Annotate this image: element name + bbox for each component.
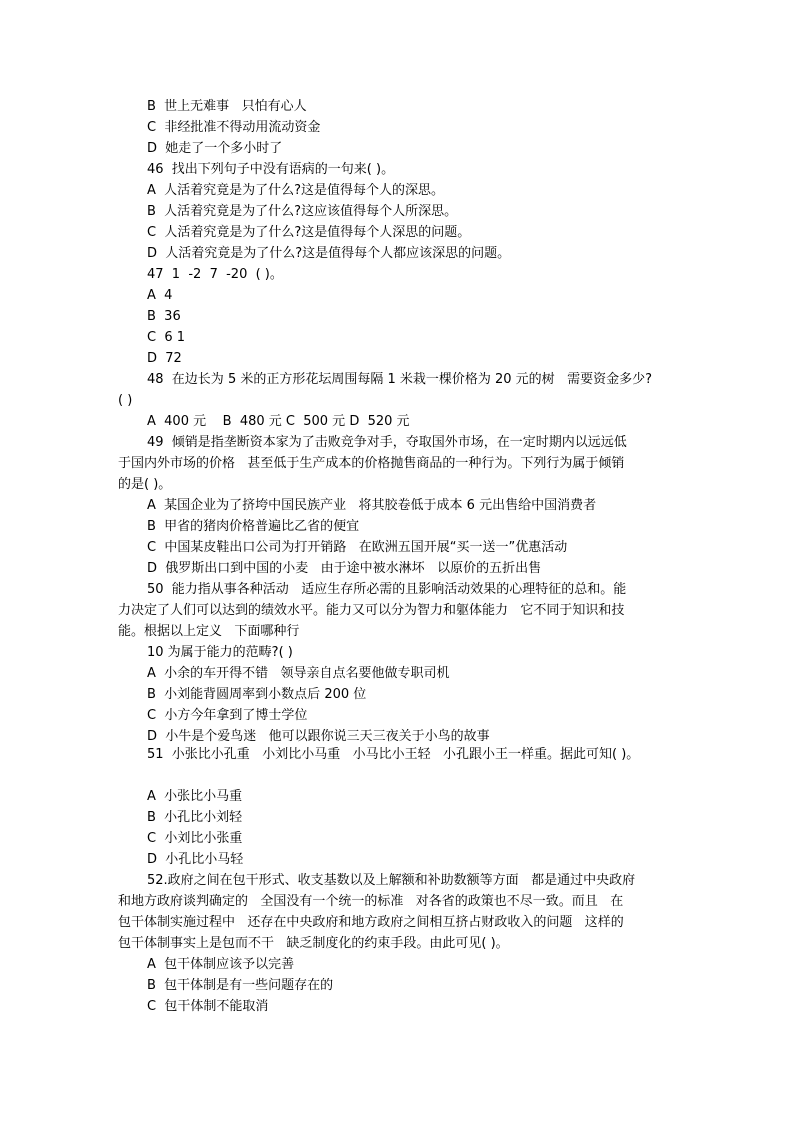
option-c-line: C 中国某皮鞋出口公司为打开销路 在欧洲五国开展“买一送一”优惠活动 — [147, 540, 568, 555]
question-49-cont: 的是( )。 — [118, 477, 172, 492]
option-b-line: B 包干体制是有一些问题存在的 — [147, 978, 334, 993]
option-b-line: B 甲省的猪肉价格普遍比乙省的便宜 — [147, 519, 360, 534]
option-d-line: D 她走了一个多小时了 — [147, 141, 283, 156]
option-b-line: B 人活着究竟是为了什么?这应该值得每个人所深思。 — [147, 204, 458, 219]
option-b-line: B 世上无难事 只怕有心人 — [147, 99, 307, 114]
option-a-line: A 4 — [147, 288, 173, 303]
option-d-line: D 俄罗斯出口到中国的小麦 由于途中被水淋坏 以原价的五折出售 — [147, 561, 542, 576]
option-c-line: C 包干体制不能取消 — [147, 999, 269, 1014]
option-d-line: D 72 — [147, 351, 182, 366]
option-b-line: B 小孔比小刘轻 — [147, 810, 243, 825]
option-a-line: A 某国企业为了挤垮中国民族产业 将其胶卷低于成本 6 元出售给中国消费者 — [147, 498, 597, 513]
option-a-line: A 人活着究竟是为了什么?这是值得每个人的深思。 — [147, 183, 445, 198]
question-48-answer-blank: ( ) — [118, 393, 133, 408]
question-50: 50 能力指从事各种活动 适应生存所必需的且影响活动效果的心理特征的总和。能 — [147, 582, 627, 597]
option-c-line: C 人活着究竟是为了什么?这是值得每个人深思的问题。 — [147, 225, 471, 240]
question-48-options: A 400 元 B 480 元 C 500 元 D 520 元 — [147, 414, 410, 429]
question-52-cont: 包干体制事实上是包而不干 缺乏制度化的约束手段。由此可见( )。 — [118, 936, 509, 951]
question-52-cont: 包干体制实施过程中 还存在中央政府和地方政府之间相互挤占财政收入的问题 这样的 — [118, 915, 624, 930]
option-a-line: A 包干体制应该予以完善 — [147, 957, 295, 972]
option-c-line: C 6 1 — [147, 330, 186, 345]
question-47: 47 1 -2 7 -20 ( )。 — [147, 267, 283, 282]
option-c-line: C 小方今年拿到了博士学位 — [147, 708, 308, 723]
option-d-line: D 小牛是个爱鸟迷 他可以跟你说三天三夜关于小鸟的故事 — [147, 729, 490, 744]
question-50-cont: 力决定了人们可以达到的绩效水平。能力又可以分为智力和躯体能力 它不同于知识和技 — [118, 603, 625, 618]
question-46: 46 找出下列句子中没有语病的一句来( )。 — [147, 162, 395, 177]
option-a-line: A 小余的车开得不错 领导亲自点名要他做专职司机 — [147, 666, 450, 681]
question-51: 51 小张比小孔重 小刘比小马重 小马比小王轻 小孔跟小王一样重。据此可知( )。 — [147, 747, 640, 762]
question-52: 52.政府之间在包干形式、收支基数以及上解额和补助数额等方面 都是通过中央政府 — [147, 873, 636, 888]
question-49-cont: 于国内外市场的价格 甚至低于生产成本的价格抛售商品的一种行为。下列行为属于倾销 — [118, 456, 625, 471]
question-50-cont: 能。根据以上定义 下面哪种行 — [118, 624, 300, 639]
question-49: 49 倾销是指垄断资本家为了击败竞争对手，夺取国外市场，在一定时期内以远远低 — [147, 435, 627, 450]
option-d-line: D 小孔比小马轻 — [147, 852, 244, 867]
option-a-line: A 小张比小马重 — [147, 789, 243, 804]
question-50-cont: 10 为属于能力的范畴?( ) — [147, 645, 293, 660]
option-b-line: B 小刘能背圆周率到小数点后 200 位 — [147, 687, 367, 702]
question-48: 48 在边长为 5 米的正方形花坛周围每隔 1 米栽一棵价格为 20 元的树 需要资金多少? — [147, 372, 652, 387]
option-b-line: B 36 — [147, 309, 181, 324]
option-c-line: C 小刘比小张重 — [147, 831, 243, 846]
option-d-line: D 人活着究竟是为了什么?这是值得每个人都应该深思的问题。 — [147, 246, 511, 261]
option-c-line: C 非经批准不得动用流动资金 — [147, 120, 321, 135]
question-52-cont: 和地方政府谈判确定的 全国没有一个统一的标准 对各省的政策也不尽一致。而且 在 — [118, 894, 624, 909]
